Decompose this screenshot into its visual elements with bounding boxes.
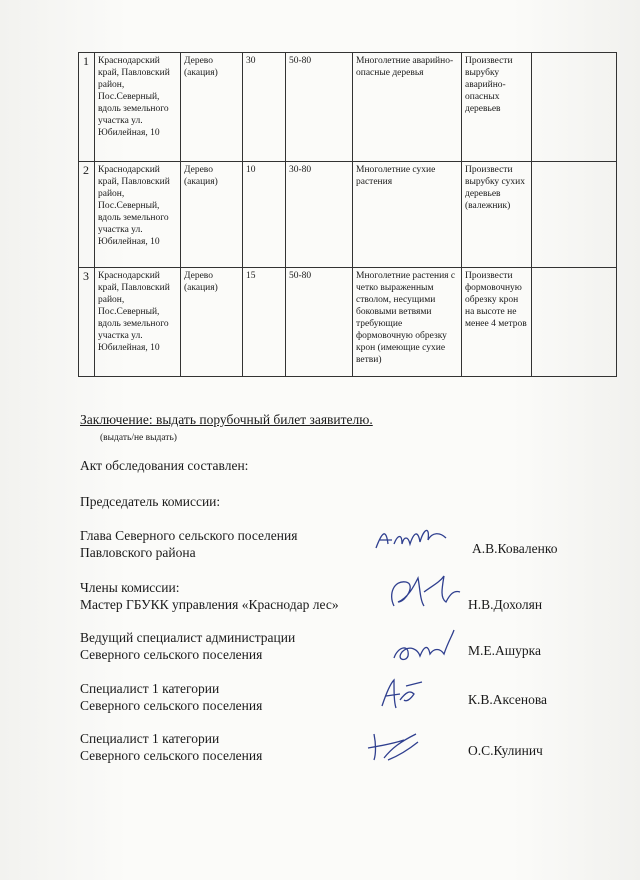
signature-kovalenko-image <box>372 522 450 556</box>
member4-position-line2: Северного сельского поселения <box>80 748 263 763</box>
address-cell: Краснодарский край, Павловский район, Пос.Северный, вдоль земельного участка ул. Юбилейная, 10 <box>95 53 181 162</box>
member2-position-line1: Ведущий специалист администрации <box>80 630 296 645</box>
species-cell: Дерево (акация) <box>181 162 243 268</box>
member4-position-line1: Специалист 1 категории <box>80 731 220 746</box>
row-number: 2 <box>79 162 95 268</box>
condition-cell: Многолетние растения с четко выраженным стволом, несущими боковыми ветвями требующие формовочную обрезку крон (имеющие сухие ветви) <box>353 268 462 377</box>
count-cell: 30 <box>243 53 286 162</box>
signature-dokholyan-image <box>384 572 464 614</box>
address-cell: Краснодарский край, Павловский район, Пос.Северный, вдоль земельного участка ул. Юбилейная, 10 <box>95 268 181 377</box>
extra-cell <box>532 268 617 377</box>
head-position-line2: Павловского района <box>80 545 196 560</box>
member3-name: К.В.Аксенова <box>468 692 548 707</box>
signature-ashurka-image <box>388 628 460 666</box>
action-cell: Произвести вырубку сухих деревьев (валежник) <box>462 162 532 268</box>
member2-name: М.Е.Ашурка <box>468 643 541 658</box>
head-name: А.В.Коваленко <box>472 541 558 556</box>
action-cell: Произвести вырубку аварийно-опасных деревьев <box>462 53 532 162</box>
count-cell: 10 <box>243 162 286 268</box>
chairman-label: Председатель комиссии: <box>80 494 221 509</box>
age-cell: 50-80 <box>286 268 353 377</box>
inspection-table <box>78 52 616 377</box>
condition-cell: Многолетние сухие растения <box>353 162 462 268</box>
member3-position-line2: Северного сельского поселения <box>80 698 263 713</box>
condition-cell: Многолетние аварийно-опасные деревья <box>353 53 462 162</box>
species-cell: Дерево (акация) <box>181 53 243 162</box>
table-row <box>79 53 617 162</box>
member3-position-line1: Специалист 1 категории <box>80 681 220 696</box>
conclusion-text: Заключение: выдать порубочный билет заявителю. <box>80 412 373 427</box>
act-compiled-line: Акт обследования составлен: <box>80 458 249 473</box>
signature-kulinich-image <box>364 728 424 764</box>
member1-position: Мастер ГБУКК управления «Краснодар лес» <box>80 597 339 612</box>
age-cell: 30-80 <box>286 162 353 268</box>
extra-cell <box>532 162 617 268</box>
head-position-line1: Глава Северного сельского поселения <box>80 528 298 543</box>
members-label: Члены комиссии: <box>80 580 180 595</box>
member4-name: О.С.Кулинич <box>468 743 543 758</box>
conclusion-note: (выдать/не выдать) <box>100 433 177 443</box>
action-cell: Произвести формовочную обрезку крон на высоте не менее 4 метров <box>462 268 532 377</box>
signature-aksenova-image <box>376 676 426 712</box>
member2-position-line2: Северного сельского поселения <box>80 647 263 662</box>
count-cell: 15 <box>243 268 286 377</box>
member1-name: Н.В.Дохолян <box>468 597 543 612</box>
age-cell: 50-80 <box>286 53 353 162</box>
species-cell: Дерево (акация) <box>181 268 243 377</box>
extra-cell <box>532 53 617 162</box>
table-row <box>79 162 617 268</box>
table-row <box>79 268 617 377</box>
row-number: 1 <box>79 53 95 162</box>
row-number: 3 <box>79 268 95 377</box>
address-cell: Краснодарский край, Павловский район, Пос.Северный, вдоль земельного участка ул. Юбилейная, 10 <box>95 162 181 268</box>
